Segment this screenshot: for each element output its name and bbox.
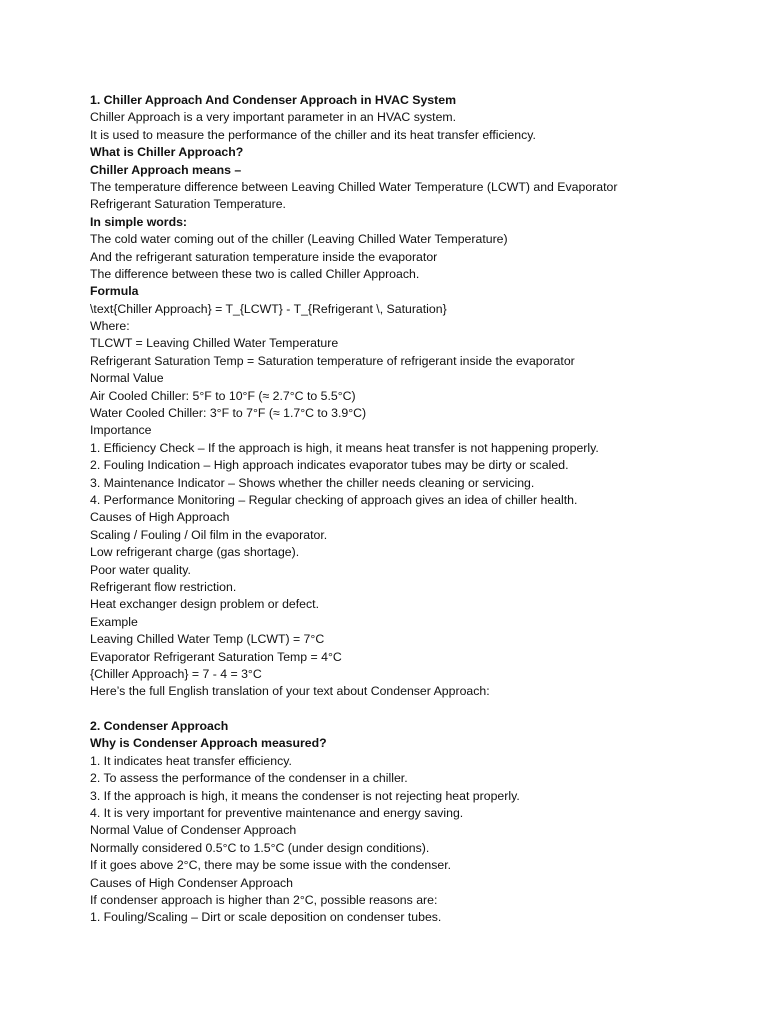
document-page <box>90 92 730 927</box>
text-line: 4. It is very important for preventive maintenance and energy saving. <box>90 806 464 821</box>
text-line: 2. Fouling Indication – High approach indicates evaporator tubes may be dirty or scaled. <box>90 458 569 473</box>
text-line: Here’s the full English translation of your text about Condenser Approach: <box>90 684 490 699</box>
text-line: Refrigerant flow restriction. <box>90 579 237 594</box>
text-line: If it goes above 2°C, there may be some issue with the condenser. <box>90 858 452 873</box>
heading-line: 2. Condenser Approach <box>90 719 229 734</box>
text-line: Heat exchanger design problem or defect. <box>90 597 319 612</box>
text-line: Example <box>90 614 138 629</box>
text-line: Poor water quality. <box>90 562 191 577</box>
text-line: 1. Efficiency Check – If the approach is high, it means heat transfer is not happening properly. <box>90 440 599 455</box>
text-line: Refrigerant Saturation Temperature. <box>90 197 286 212</box>
text-line: Scaling / Fouling / Oil film in the evaporator. <box>90 527 328 542</box>
text-line: Causes of High Approach <box>90 510 230 525</box>
text-line: Normal Value <box>90 371 164 386</box>
text-line: Leaving Chilled Water Temp (LCWT) = 7°C <box>90 632 325 647</box>
text-line: 1. Fouling/Scaling – Dirt or scale deposition on condenser tubes. <box>90 910 442 925</box>
text-line: 3. Maintenance Indicator – Shows whether the chiller needs cleaning or servicing. <box>90 475 535 490</box>
heading-line: In simple words: <box>90 214 188 229</box>
text-line: Water Cooled Chiller: 3°F to 7°F (≈ 1.7°C to 3.9°C) <box>90 406 367 421</box>
text-line: Air Cooled Chiller: 5°F to 10°F (≈ 2.7°C to 5.5°C) <box>90 388 356 403</box>
text-line: Evaporator Refrigerant Saturation Temp = 4°C <box>90 649 342 664</box>
text-line: The temperature difference between Leaving Chilled Water Temperature (LCWT) and Evaporator <box>90 179 618 194</box>
heading-line: Formula <box>90 284 139 299</box>
text-line: 2. To assess the performance of the condenser in a chiller. <box>90 771 408 786</box>
text-line: Causes of High Condenser Approach <box>90 875 294 890</box>
heading-line: Chiller Approach means – <box>90 162 242 177</box>
text-line: Normally considered 0.5°C to 1.5°C (under design conditions). <box>90 840 430 855</box>
text-line: Low refrigerant charge (gas shortage). <box>90 545 300 560</box>
text-line: Normal Value of Condenser Approach <box>90 823 297 838</box>
text-line: The cold water coming out of the chiller (Leaving Chilled Water Temperature) <box>90 232 508 247</box>
text-line: {Chiller Approach} = 7 - 4 = 3°C <box>90 666 262 681</box>
heading-line: Why is Condenser Approach measured? <box>90 736 327 751</box>
text-line: If condenser approach is higher than 2°C, possible reasons are: <box>90 892 438 907</box>
heading-line: What is Chiller Approach? <box>90 145 244 160</box>
text-line: And the refrigerant saturation temperature inside the evaporator <box>90 249 438 264</box>
text-line: The difference between these two is called Chiller Approach. <box>90 266 420 281</box>
text-line: 4. Performance Monitoring – Regular checking of approach gives an idea of chiller health. <box>90 492 578 507</box>
heading-line: 1. Chiller Approach And Condenser Approach in HVAC System <box>90 93 456 107</box>
text-line: TLCWT = Leaving Chilled Water Temperature <box>90 336 339 351</box>
text-line: \text{Chiller Approach} = T_{LCWT} - T_{Refrigerant \, Saturation} <box>90 301 447 316</box>
text-line: Importance <box>90 423 152 438</box>
text-line: It is used to measure the performance of the chiller and its heat transfer efficiency. <box>90 127 536 142</box>
text-line: 3. If the approach is high, it means the condenser is not rejecting heat properly. <box>90 788 520 803</box>
blank-line <box>90 701 730 718</box>
text-line: Where: <box>90 319 130 334</box>
text-line: Chiller Approach is a very important parameter in an HVAC system. <box>90 110 457 125</box>
text-line: Refrigerant Saturation Temp = Saturation temperature of refrigerant inside the evaporator <box>90 353 575 368</box>
text-line: 1. It indicates heat transfer efficiency. <box>90 753 292 768</box>
